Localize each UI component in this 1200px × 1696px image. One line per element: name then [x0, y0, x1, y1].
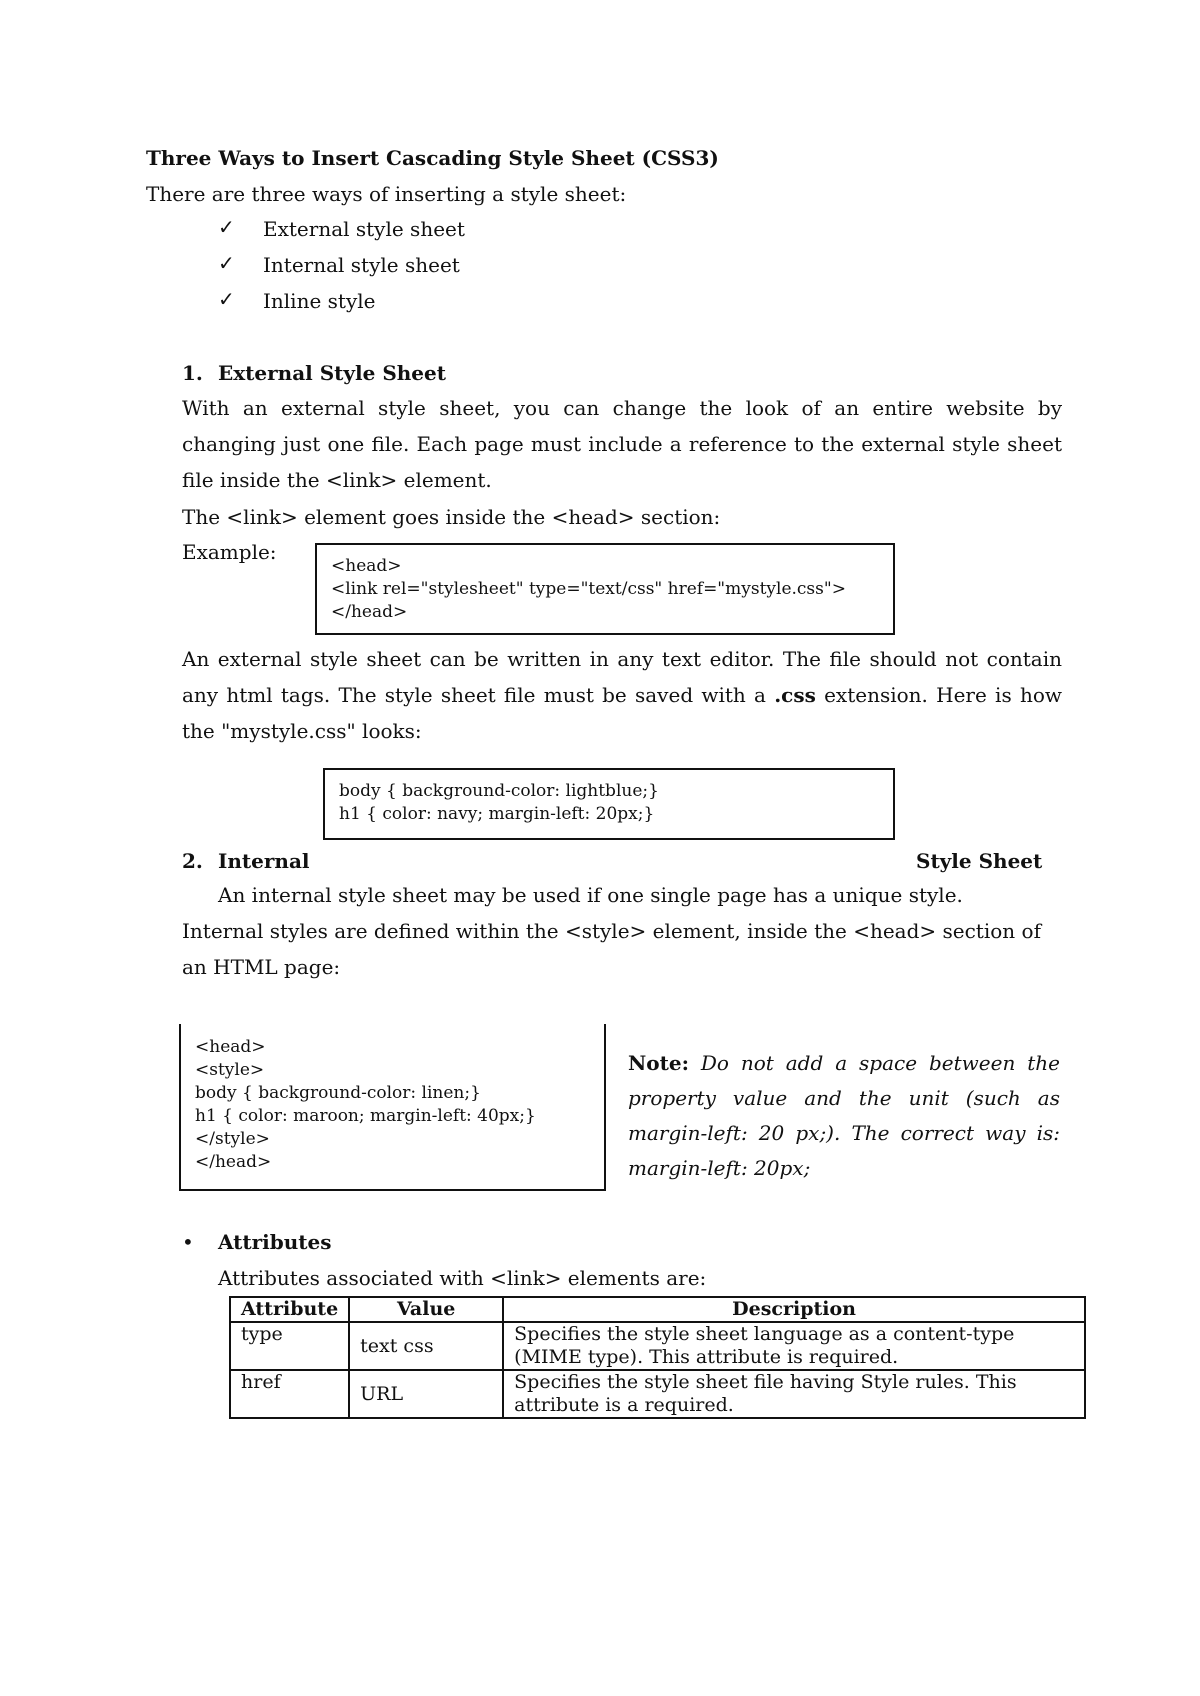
section1-para2: The <link> element goes inside the <head> section: — [182, 505, 721, 529]
cell-value: URL — [349, 1370, 503, 1418]
cell-attribute: href — [230, 1370, 349, 1418]
internal-style-code: <head> <style> body { background-color: linen;} h1 { color: maroon; margin-left: 40px;} </style> </head> — [179, 1024, 606, 1191]
cell-description: Specifies the style sheet language as a content-type (MIME type). This attribute is required. — [503, 1322, 1085, 1370]
table-header-row — [230, 1297, 1085, 1322]
column-header: Value — [349, 1297, 503, 1322]
cell-value: text css — [349, 1322, 503, 1370]
check-icon: ✓ — [218, 215, 235, 239]
column-header: Description — [503, 1297, 1085, 1322]
way-item: Internal style sheet — [263, 253, 460, 277]
intro-text: There are three ways of inserting a style sheet: — [146, 182, 627, 206]
way-item: External style sheet — [263, 217, 465, 241]
example-label: Example: — [182, 540, 277, 564]
way-item: Inline style — [263, 289, 376, 313]
attributes-intro: Attributes associated with <link> elements are: — [218, 1266, 707, 1290]
section2-heading-right: Style Sheet — [916, 849, 1043, 873]
check-icon: ✓ — [218, 251, 235, 275]
page-title: Three Ways to Insert Cascading Style Sheet (CSS3) — [146, 146, 719, 170]
table-row — [230, 1322, 1085, 1370]
check-icon: ✓ — [218, 287, 235, 311]
section2-heading-left: Internal — [218, 849, 310, 873]
link-code-example: <head> <link rel="stylesheet" type="text/css" href="mystyle.css"> </head> — [315, 543, 895, 635]
attributes-heading: Attributes — [218, 1230, 332, 1254]
section1-number: 1. — [182, 361, 203, 385]
cell-attribute: type — [230, 1322, 349, 1370]
bullet-icon: • — [182, 1230, 194, 1254]
css-code-example: body { background-color: lightblue;} h1 { color: navy; margin-left: 20px;} — [323, 768, 895, 840]
cell-description: Specifies the style sheet file having Style rules. This attribute is a required. — [503, 1370, 1085, 1418]
note-box: Note: Do not add a space between the property value and the unit (such as margin-left: 20 px;). The correct way is: margin-left: 20px; — [628, 1051, 1061, 1180]
column-header: Attribute — [230, 1297, 349, 1322]
table-row — [230, 1370, 1085, 1418]
attributes-table — [229, 1296, 1086, 1419]
section1-heading: External Style Sheet — [218, 361, 446, 385]
section1-para1: With an external style sheet, you can change the look of an entire website by changing just one file. Each page must include a reference to the external style sheet file inside the <link> element. — [182, 396, 1062, 492]
section2-number: 2. — [182, 849, 203, 873]
section2-para: An internal style sheet may be used if one single page has a unique style. Internal styles are defined within the <style> element, inside the <head> section of an HTML page: — [182, 883, 1041, 979]
section1-para3: An external style sheet can be written in any text editor. The file should not contain any html tags. The style sheet file must be saved with a .css extension. Here is how the "mystyle.css" looks: — [182, 647, 1062, 743]
